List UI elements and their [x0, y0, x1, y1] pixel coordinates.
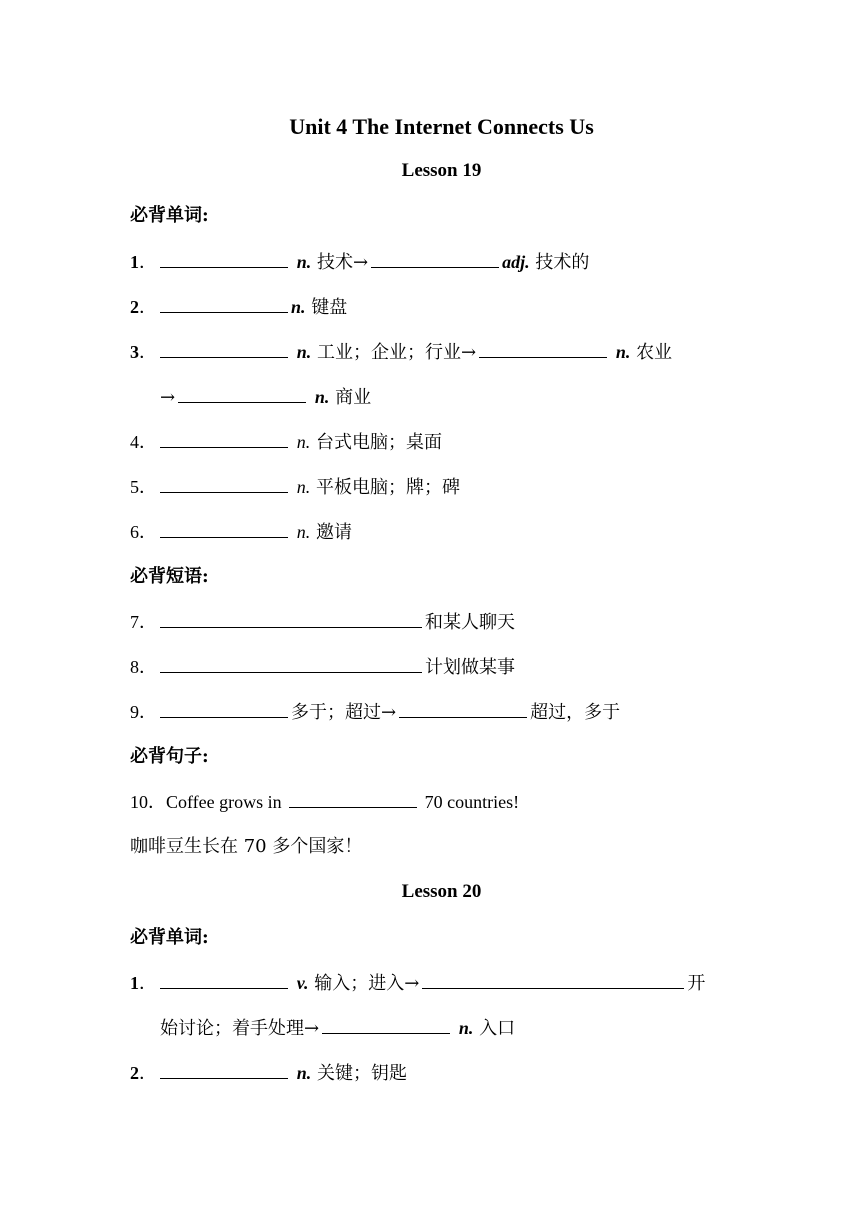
answer-blank[interactable]	[371, 251, 499, 268]
answer-blank[interactable]	[160, 1062, 288, 1079]
answer-blank[interactable]	[160, 972, 288, 989]
l19-word-item-3: 3． n. 工业；企业；行业→ n. 农业	[130, 342, 673, 363]
answer-blank[interactable]	[322, 1017, 450, 1034]
l19-word-item-2: 2． n. 键盘	[130, 297, 348, 318]
answer-blank[interactable]	[160, 611, 422, 628]
lesson-20-heading: Lesson 20	[401, 881, 482, 902]
l19-word-item-6: 6． n. 邀请	[130, 522, 352, 543]
l19-word-item-1: 1． n. 技术→ adj. 技术的	[130, 252, 590, 273]
l19-sentences-heading: 必背句子:	[130, 746, 209, 767]
answer-blank[interactable]	[178, 386, 306, 403]
unit-title: Unit 4 The Internet Connects Us	[289, 114, 594, 139]
lesson-19-heading: Lesson 19	[401, 160, 482, 181]
answer-blank[interactable]	[422, 972, 684, 989]
answer-blank[interactable]	[160, 701, 288, 718]
answer-blank[interactable]	[479, 341, 607, 358]
answer-blank[interactable]	[399, 701, 527, 718]
l19-words-heading: 必背单词:	[130, 205, 209, 226]
l19-sentence-translation: 咖啡豆生长在 70 多个国家！	[130, 836, 363, 857]
l19-phrase-item-8: 8． 计划做某事	[130, 657, 515, 678]
answer-blank[interactable]	[289, 791, 417, 808]
answer-blank[interactable]	[160, 341, 288, 358]
l19-phrase-item-9: 9． 多于；超过→ 超过，多于	[130, 702, 621, 723]
answer-blank[interactable]	[160, 656, 422, 673]
l20-word-item-1: 1． v. 输入；进入→ 开	[130, 973, 706, 994]
answer-blank[interactable]	[160, 476, 288, 493]
answer-blank[interactable]	[160, 296, 288, 313]
answer-blank[interactable]	[160, 431, 288, 448]
l20-word-item-2: 2． n. 关键；钥匙	[130, 1063, 407, 1084]
l20-words-heading: 必背单词:	[130, 927, 209, 948]
l19-phrase-item-7: 7． 和某人聊天	[130, 612, 515, 633]
answer-blank[interactable]	[160, 251, 288, 268]
l19-phrases-heading: 必背短语:	[130, 566, 209, 587]
l19-word-item-4: 4． n. 台式电脑；桌面	[130, 432, 442, 453]
l19-word-item-3-cont: → n. 商业	[160, 387, 372, 408]
answer-blank[interactable]	[160, 521, 288, 538]
l20-word-item-1-cont: 始讨论；着手处理→ n. 入口	[160, 1018, 516, 1039]
l19-sentence-item-10: 10．Coffee grows in 70 countries!	[130, 792, 520, 812]
l19-word-item-5: 5． n. 平板电脑；牌；碑	[130, 477, 460, 498]
